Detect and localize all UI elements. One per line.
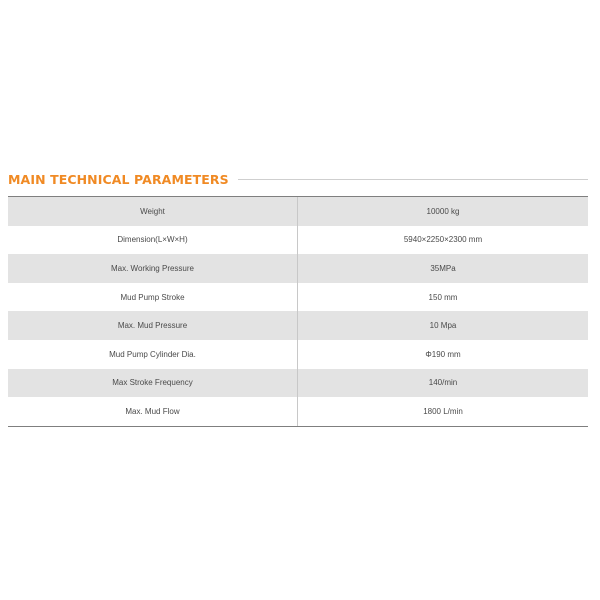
table-row (8, 340, 588, 369)
parameter-value: Φ190 mm (425, 349, 461, 359)
parameter-name: Max. Working Pressure (8, 254, 298, 283)
section-title: MAIN TECHNICAL PARAMETERS (8, 171, 229, 187)
parameter-name: Dimension(L×W×H) (8, 226, 298, 255)
parameter-value: 140/min (428, 378, 458, 388)
parameter-name: Mud Pump Cylinder Dia. (8, 340, 298, 369)
parameter-value: 10 Mpa (429, 321, 457, 331)
parameter-value: 10000 kg (426, 206, 460, 216)
parameters-table (8, 196, 588, 427)
table-row (8, 226, 588, 255)
table-row (8, 397, 588, 426)
parameter-name: Mud Pump Stroke (8, 283, 298, 312)
parameter-name: Weight (8, 197, 298, 226)
table-row (8, 283, 588, 312)
table-row (8, 311, 588, 340)
table-row (8, 254, 588, 283)
parameter-name: Max. Mud Pressure (8, 311, 298, 340)
parameter-name: Max Stroke Frequency (8, 369, 298, 398)
table-row (8, 369, 588, 398)
section-header (8, 170, 588, 188)
parameter-value: 5940×2250×2300 mm (403, 235, 483, 245)
parameter-value: 150 mm (428, 292, 458, 302)
parameter-value: 1800 L/min (423, 406, 463, 416)
table-row (8, 197, 588, 226)
title-divider (238, 179, 588, 180)
parameter-value: 35MPa (430, 263, 456, 273)
parameter-name: Max. Mud Flow (8, 397, 298, 426)
